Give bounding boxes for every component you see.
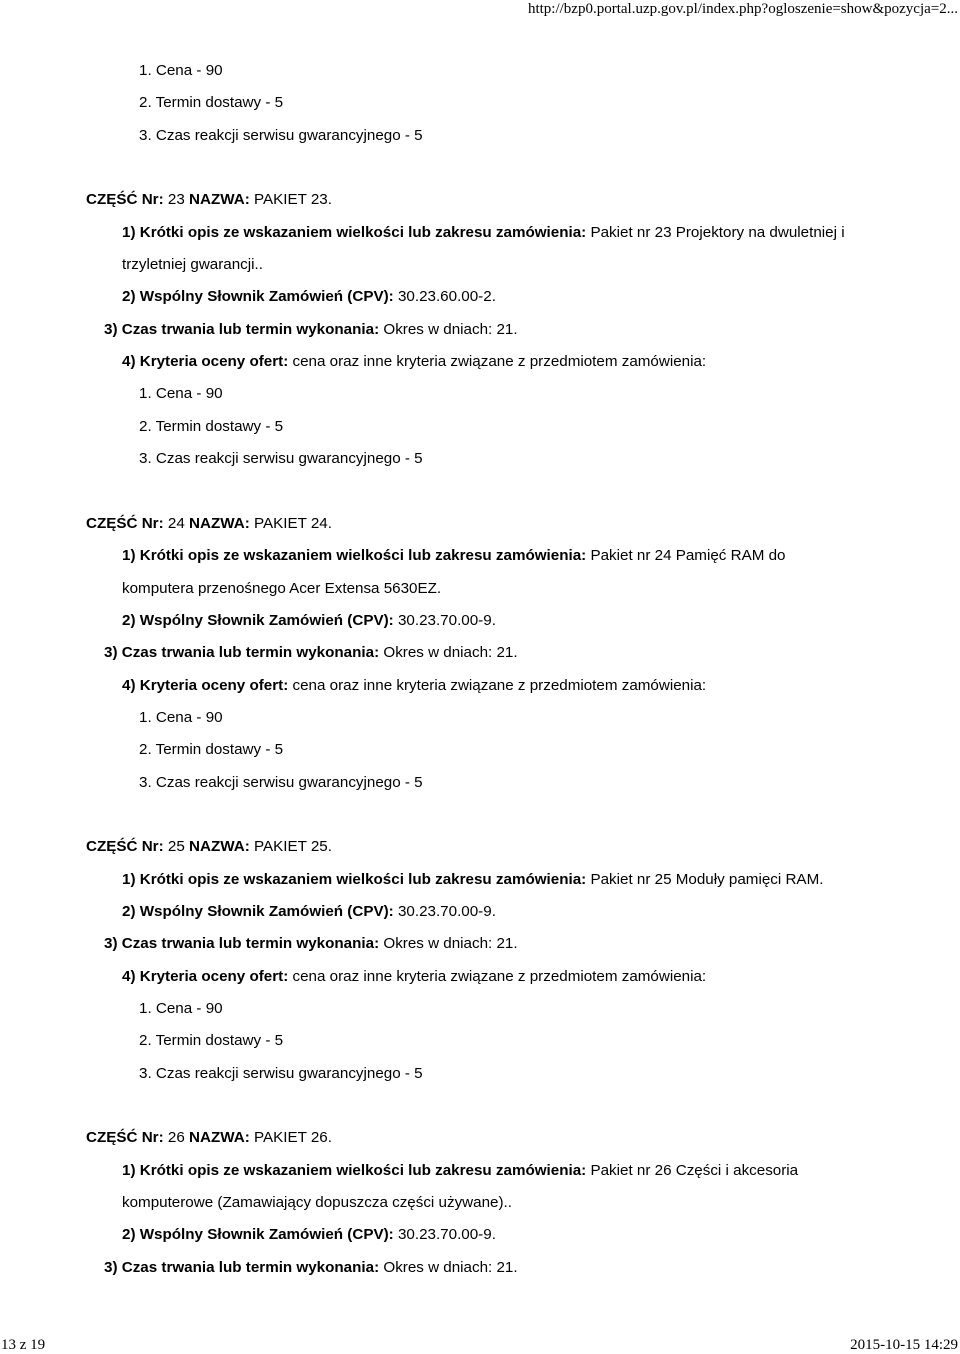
part-cpv: 2) Wspólny Słownik Zamówień (CPV): 30.23.70.00-9. — [122, 611, 496, 629]
part-cpv: 2) Wspólny Słownik Zamówień (CPV): 30.23.60.00-2. — [122, 288, 496, 306]
part-description: 1) Krótki opis ze wskazaniem wielkości lub zakresu zamówienia: Pakiet nr 26 Części i akcesoria — [122, 1161, 799, 1179]
criteria-item: 1. Cena - 90 — [139, 62, 223, 79]
criteria-item: 3. Czas reakcji serwisu gwarancyjnego - 5 — [139, 1064, 423, 1082]
part-heading-24: CZĘŚĆ Nr: 24 NAZWA: PAKIET 24. — [86, 514, 332, 532]
page-counter: 13 z 19 — [1, 1337, 46, 1353]
part-description: 1) Krótki opis ze wskazaniem wielkości lub zakresu zamówienia: Pakiet nr 25 Moduły pamięci RAM. — [122, 870, 824, 888]
part-description-cont: trzyletniej gwarancji.. — [122, 256, 263, 274]
part-cpv: 2) Wspólny Słownik Zamówień (CPV): 30.23.70.00-9. — [122, 902, 496, 920]
part-description: 1) Krótki opis ze wskazaniem wielkości lub zakresu zamówienia: Pakiet nr 24 Pamięć RAM do — [122, 547, 786, 565]
part-description: 1) Krótki opis ze wskazaniem wielkości lub zakresu zamówienia: Pakiet nr 23 Projektory na dwuletniej i — [122, 223, 845, 241]
part-description-cont: komputera przenośnego Acer Extensa 5630EZ. — [122, 579, 442, 597]
criteria-item: 1. Cena - 90 — [139, 708, 223, 726]
criteria-item: 3. Czas reakcji serwisu gwarancyjnego - 5 — [139, 126, 423, 144]
criteria-item: 2. Termin dostawy - 5 — [139, 94, 284, 112]
print-datetime: 2015-10-15 14:29 — [850, 1337, 958, 1353]
part-heading-25: CZĘŚĆ Nr: 25 NAZWA: PAKIET 25. — [86, 838, 332, 856]
criteria-item: 2. Termin dostawy - 5 — [139, 417, 284, 435]
part-time: 3) Czas trwania lub termin wykonania: Okres w dniach: 21. — [104, 644, 518, 662]
part-criteria-header: 4) Kryteria oceny ofert: cena oraz inne kryteria związane z przedmiotem zamówienia: — [122, 676, 707, 694]
criteria-item: 3. Czas reakcji serwisu gwarancyjnego - 5 — [139, 450, 423, 468]
part-cpv: 2) Wspólny Słownik Zamówień (CPV): 30.23.70.00-9. — [122, 1226, 496, 1244]
part-heading-26: CZĘŚĆ Nr: 26 NAZWA: PAKIET 26. — [86, 1129, 332, 1147]
page-url: http://bzp0.portal.uzp.gov.pl/index.php?ogloszenie=show&pozycja=2... — [527, 1, 958, 17]
part-criteria-header: 4) Kryteria oceny ofert: cena oraz inne kryteria związane z przedmiotem zamówienia: — [122, 967, 707, 985]
part-time: 3) Czas trwania lub termin wykonania: Okres w dniach: 21. — [104, 935, 518, 953]
part-heading-23: CZĘŚĆ Nr: 23 NAZWA: PAKIET 23. — [86, 191, 332, 209]
criteria-item: 2. Termin dostawy - 5 — [139, 1032, 284, 1050]
part-criteria-header: 4) Kryteria oceny ofert: cena oraz inne kryteria związane z przedmiotem zamówienia: — [122, 353, 707, 371]
part-description-cont: komputerowe (Zamawiający dopuszcza części używane).. — [122, 1194, 512, 1212]
part-time: 3) Czas trwania lub termin wykonania: Okres w dniach: 21. — [104, 1258, 518, 1276]
part-time: 3) Czas trwania lub termin wykonania: Okres w dniach: 21. — [104, 320, 518, 338]
criteria-item: 3. Czas reakcji serwisu gwarancyjnego - 5 — [139, 773, 423, 791]
criteria-item: 2. Termin dostawy - 5 — [139, 741, 284, 759]
criteria-item: 1. Cena - 90 — [139, 999, 223, 1017]
document-body — [0, 55, 960, 1284]
criteria-item: 1. Cena - 90 — [139, 385, 223, 403]
